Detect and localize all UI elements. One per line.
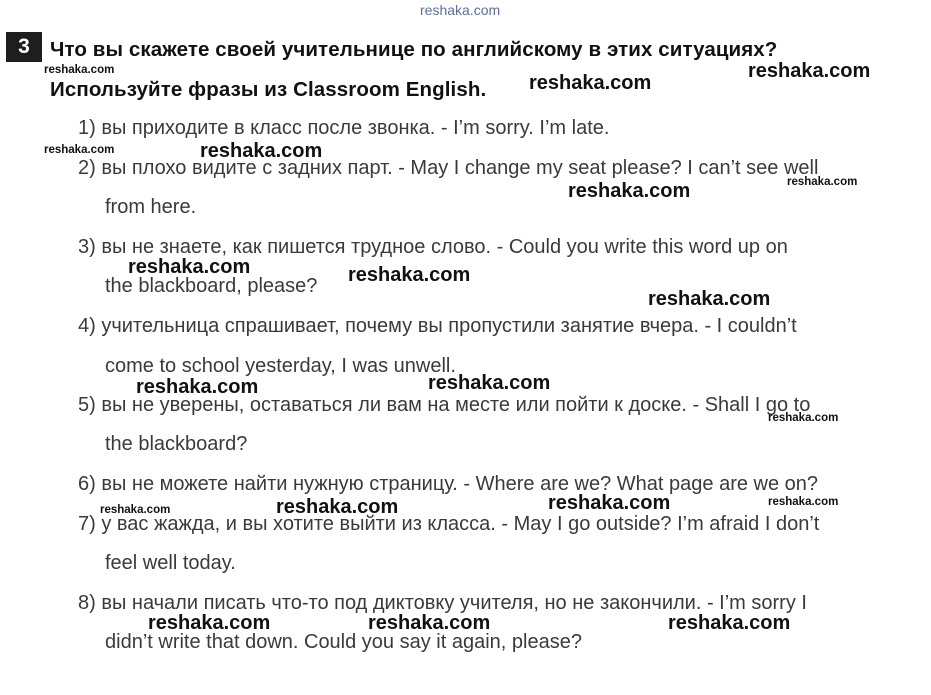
- watermark: reshaka.com: [368, 612, 491, 634]
- watermark: reshaka.com: [200, 140, 323, 162]
- item-8-line-1: 8) вы начали писать что-то под диктовку учителя, но не закончили. - I’m sorry I: [78, 592, 807, 614]
- watermark-top: reshaka.com: [420, 2, 501, 18]
- watermark: reshaka.com: [136, 376, 259, 398]
- exercise-title-line-1: Что вы скажете своей учительнице по английскому в этих ситуациях?: [50, 38, 778, 61]
- watermark: reshaka.com: [148, 612, 271, 634]
- watermark: reshaka.com: [128, 256, 251, 278]
- watermark: reshaka.com: [100, 504, 171, 516]
- item-4-line-1: 4) учительница спрашивает, почему вы пропустили занятие вчера. - I couldn’t: [78, 315, 797, 337]
- watermark: reshaka.com: [44, 144, 115, 156]
- item-4-line-2: come to school yesterday, I was unwell.: [105, 355, 456, 377]
- watermark: reshaka.com: [648, 288, 771, 310]
- watermark: reshaka.com: [768, 496, 839, 508]
- watermark: reshaka.com: [276, 496, 399, 518]
- item-6-line-1: 6) вы не можете найти нужную страницу. - Where are we? What page are we on?: [78, 473, 819, 495]
- watermark: reshaka.com: [787, 176, 858, 188]
- item-2-line-1: 2) вы плохо видите с задних парт. - May I change my seat please? I can’t see well: [78, 157, 819, 179]
- item-5-line-2: the blackboard?: [105, 433, 248, 455]
- watermark: reshaka.com: [668, 612, 791, 634]
- exercise-title-line-2: Используйте фразы из Classroom English.: [50, 78, 487, 101]
- item-1-line-1: 1) вы приходите в класс после звонка. - I’m sorry. I’m late.: [78, 117, 610, 139]
- item-3-line-2: the blackboard, please?: [105, 275, 318, 297]
- item-3-line-1: 3) вы не знаете, как пишется трудное слово. - Could you write this word up on: [78, 236, 788, 258]
- item-5-line-1: 5) вы не уверены, оставаться ли вам на месте или пойти к доске. - Shall I go to: [78, 394, 811, 416]
- watermark: reshaka.com: [348, 264, 471, 286]
- item-2-line-2: from here.: [105, 196, 197, 218]
- watermark: reshaka.com: [768, 412, 839, 424]
- watermark: reshaka.com: [529, 72, 652, 94]
- watermark: reshaka.com: [748, 60, 871, 82]
- item-8-line-2: didn’t write that down. Could you say it again, please?: [105, 631, 582, 653]
- watermark: reshaka.com: [44, 64, 115, 76]
- exercise-number-badge: 3: [6, 32, 42, 62]
- item-7-line-1: 7) у вас жажда, и вы хотите выйти из класса. - May I go outside? I’m afraid I don’t: [78, 513, 820, 535]
- watermark: reshaka.com: [428, 372, 551, 394]
- item-7-line-2: feel well today.: [105, 552, 236, 574]
- watermark: reshaka.com: [548, 492, 671, 514]
- watermark: reshaka.com: [568, 180, 691, 202]
